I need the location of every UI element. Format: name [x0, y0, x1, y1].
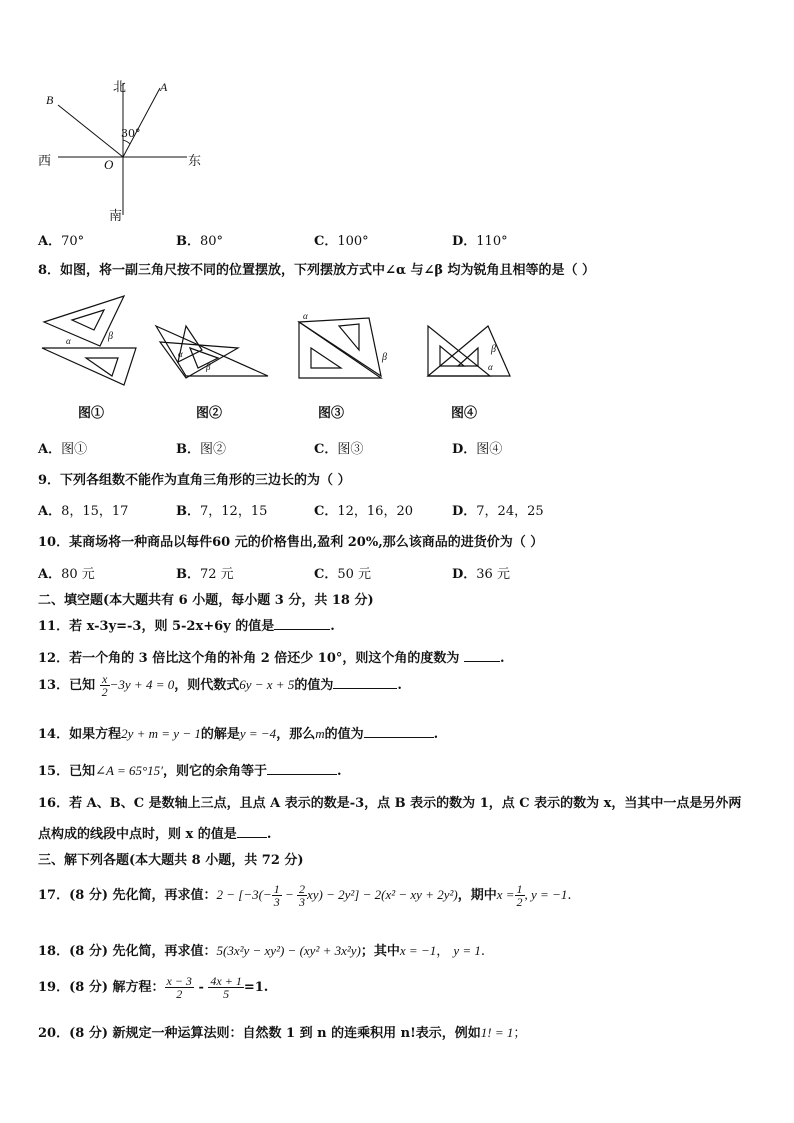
fig2-alpha: α — [178, 349, 183, 359]
q14-answer-blank[interactable] — [364, 725, 434, 738]
section-2-heading: 二、填空题(本大题共有 6 小题，每小题 3 分，共 18 分) — [38, 593, 374, 608]
angle-label: 30° — [121, 127, 141, 140]
set-square-figure-2 — [150, 320, 275, 385]
ray-ob — [58, 105, 123, 157]
fig2-beta: β — [206, 362, 211, 372]
compass-east-label: 东 — [188, 154, 202, 169]
fig1-alpha: α — [66, 336, 71, 346]
q11: 11．若 x-3y=-3，则 5-2x+6y 的值是 . — [38, 619, 335, 634]
q15: 15．已知∠A = 65°15′，则它的余角等于 . — [38, 763, 342, 779]
set-square-figure-3 — [295, 310, 395, 385]
q12-answer-blank[interactable] — [464, 649, 500, 662]
point-a-label: A — [160, 80, 168, 94]
q19: 19．(8 分) 解方程： $\frac{x - 3}{2}$ - $\frac{4x + 1}{5}$ =1. — [38, 974, 269, 1001]
q8-option-a: A．图① — [38, 442, 88, 457]
q9-option-b: B．7，12，15 — [176, 504, 268, 519]
compass-west-label: 西 — [38, 154, 52, 169]
angle-arc — [123, 140, 130, 144]
q13-answer-blank[interactable] — [333, 676, 397, 689]
q20: 20．(8 分) 新规定一种运算法则：自然数 1 到 n 的连乘积用 n!表示，例如1! = 1； — [38, 1025, 527, 1041]
q10-option-b: B．72 元 — [176, 567, 234, 582]
q18: 18．(8 分) 先化简，再求值：5(3x²y − xy²) − (xy² + 3x²y)；其中x = −1， y = 1. — [38, 943, 486, 959]
q10-option-c: C．50 元 — [314, 567, 372, 582]
fig4-beta: β — [491, 344, 496, 355]
fig1-beta: β — [108, 331, 113, 342]
q10-option-d: D．36 元 — [452, 567, 510, 582]
q8-option-c: C．图③ — [314, 442, 364, 457]
q8-option-d: D．图④ — [452, 442, 503, 457]
q8-stem: 8．如图，将一副三角尺按不同的位置摆放，下列摆放方式中∠α 与∠β 均为锐角且相等的是（ ） — [38, 263, 596, 278]
fig3-caption: 图③ — [318, 406, 345, 421]
section-3-heading: 三、解下列各题(本大题共 8 小题，共 72 分) — [38, 853, 304, 868]
q9-stem: 9．下列各组数不能作为直角三角形的三边长的为（ ） — [38, 473, 351, 488]
q16-line2: 点构成的线段中点时，则 x 的值是 . — [38, 827, 272, 842]
q7-option-a: A．70° — [38, 234, 85, 249]
q9-option-c: C．12，16，20 — [314, 504, 413, 519]
q7-option-b: B．80° — [176, 234, 224, 249]
fig1-caption: 图① — [78, 406, 105, 421]
compass-north-label: 北 — [113, 80, 127, 95]
q17: 17．(8 分) 先化简，再求值：2 − [−3(− $\frac{1}{3}$ − $\frac{2}{3}$ xy) − 2y²] − 2(x² − xy + 2y²)，期中x = $\frac{1}{2}$ , y = −1. — [38, 882, 572, 909]
ray-oa — [123, 88, 160, 157]
q13: 13．已知 $\frac{x}{2}$ −3y + 4 = 0，则代数式6y − x + 5的值为 . — [38, 672, 402, 699]
q14: 14．如果方程2y + m = y − 1的解是y = −4，那么m的值为 . — [38, 726, 439, 742]
set-square-figure-4 — [422, 320, 517, 385]
q9-option-d: D．7，24，25 — [452, 504, 544, 519]
set-square-figure-1 — [38, 290, 148, 390]
q9-option-a: A．8，15，17 — [38, 504, 129, 519]
q16-answer-blank[interactable] — [237, 825, 267, 838]
fig3-beta: β — [382, 352, 387, 363]
fig4-alpha: α — [488, 362, 493, 372]
point-o-label: O — [104, 157, 114, 172]
q12: 12．若一个角的 3 倍比这个角的补角 2 倍还少 10°，则这个角的度数为 . — [38, 651, 505, 666]
q16-line1: 16．若 A、B、C 是数轴上三点，且点 A 表示的数是-3，点 B 表示的数为 1，点 C 表示的数为 x，当其中一点是另外两 — [38, 796, 742, 811]
q10-stem: 10．某商场将一种商品以每件60 元的价格售出,盈利 20%,那么该商品的进货价为（ ） — [38, 535, 544, 550]
q7-option-c: C．100° — [314, 234, 369, 249]
fig3-alpha: α — [303, 311, 308, 321]
q8-option-b: B．图② — [176, 442, 227, 457]
q10-option-a: A．80 元 — [38, 567, 95, 582]
point-b-label: B — [46, 93, 54, 107]
fig4-caption: 图④ — [451, 406, 478, 421]
q15-answer-blank[interactable] — [267, 762, 337, 775]
fig2-caption: 图② — [196, 406, 223, 421]
q11-answer-blank[interactable] — [274, 617, 330, 630]
compass-south-label: 南 — [109, 209, 123, 224]
q7-option-d: D．110° — [452, 234, 508, 249]
